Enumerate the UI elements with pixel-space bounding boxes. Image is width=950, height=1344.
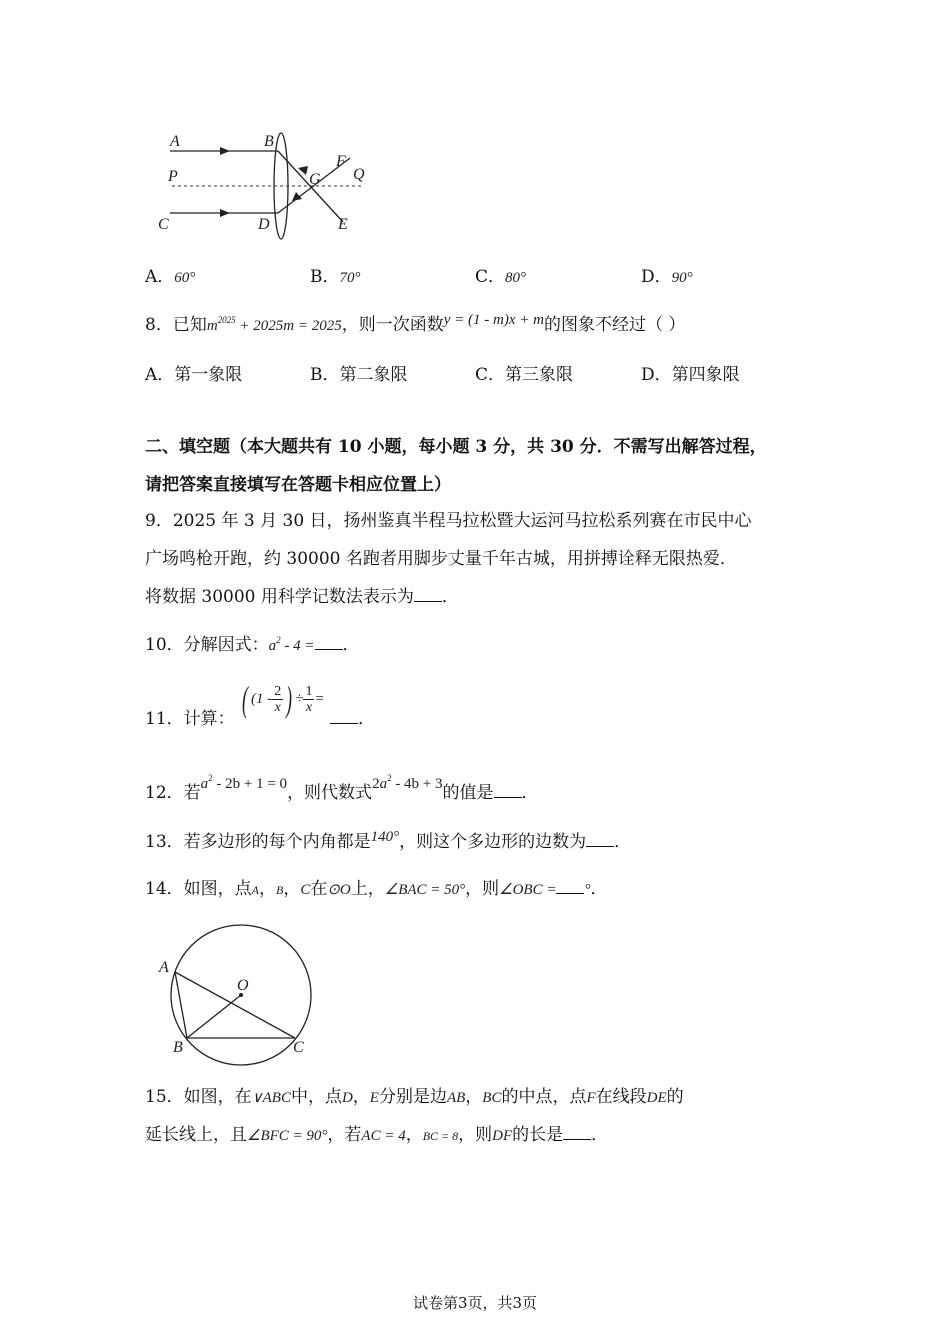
- label-A: A: [159, 959, 169, 976]
- label-O: O: [237, 977, 249, 994]
- label-D: D: [258, 216, 270, 233]
- label-C: C: [293, 1039, 304, 1056]
- question-14: 14．如图，点A，B，C在⊙O上，∠BAC = 50°，则∠OBC = °．: [145, 879, 608, 899]
- label-A: A: [170, 133, 180, 150]
- question-12: 12．若$a^2 - 2b + 1 = 0$，则代数式$2a^2 - 4b + 3$的值是 ．: [145, 773, 539, 803]
- question-10: 10．分解因式：$a^2 - 4$ = ．: [145, 635, 360, 655]
- q7-option-a: A．60°: [145, 267, 196, 287]
- label-B: B: [173, 1039, 183, 1056]
- lens-figure: [150, 128, 380, 243]
- q8-option-a: A．第一象限: [145, 365, 243, 385]
- page-footer: 试卷第3页，共3页: [412, 1294, 538, 1312]
- label-G: G: [309, 171, 321, 188]
- q7-option-c: C．80°: [475, 267, 527, 287]
- question-13: 13．若多边形的每个内角都是140°，则这个多边形的边数为 ．: [145, 829, 632, 852]
- q12-answer-blank[interactable]: [494, 783, 522, 798]
- q13-answer-blank[interactable]: [586, 832, 614, 847]
- q8-option-b: B．第二象限: [310, 365, 408, 385]
- q9-line2: 广场鸣枪开跑，约 30000 名跑者用脚步丈量千年古城，用拼搏诠释无限热爱．: [145, 549, 737, 569]
- label-B: B: [264, 133, 274, 150]
- q9-line3: 将数据 30000 用科学记数法表示为 ．: [145, 587, 459, 607]
- question-8: 8．已知$m^{2025} + 2025m = 2025$，则一次函数y = (1 - m)x + m的图象不经过（ ）: [145, 312, 686, 335]
- section-2-heading-line2: 请把答案直接填写在答题卡相应位置上）: [145, 475, 451, 495]
- section-2-heading-line1: 二、填空题（本大题共有 10 小题，每小题 3 分，共 30 分．不需写出解答过程，: [145, 437, 767, 457]
- q8-option-d: D．第四象限: [641, 365, 740, 385]
- q15-line1: 15．如图，在∨ABC中，点D，E分别是边AB，BC的中点，点F在线段DE的: [145, 1087, 684, 1107]
- label-Q: Q: [353, 166, 365, 183]
- q9-answer-blank[interactable]: [414, 587, 442, 602]
- label-E: E: [338, 216, 348, 233]
- question-11: 11．计算： ( (1 - $\frac{2}{x}$ ) ÷ $\frac{1}{x}$ = ．: [145, 679, 375, 729]
- q7-option-b: B．70°: [310, 267, 361, 287]
- q11-answer-blank[interactable]: [330, 709, 358, 724]
- circle-figure: [155, 920, 320, 1070]
- q8-option-c: C．第三象限: [475, 365, 574, 385]
- q7-option-d: D．90°: [641, 267, 693, 287]
- label-P: P: [168, 168, 178, 185]
- q15-line2: 延长线上，且∠BFC = 90°，若AC = 4，BC = 8，则DF的长是 ．: [145, 1125, 609, 1145]
- label-C: C: [158, 216, 169, 233]
- q15-answer-blank[interactable]: [563, 1125, 591, 1140]
- q14-answer-blank[interactable]: [556, 879, 584, 894]
- q9-line1: 9．2025 年 3 月 30 日，扬州鉴真半程马拉松暨大运河马拉松系列赛在市民中心: [145, 511, 752, 531]
- q10-answer-blank[interactable]: [315, 635, 343, 650]
- label-F: F: [336, 153, 346, 170]
